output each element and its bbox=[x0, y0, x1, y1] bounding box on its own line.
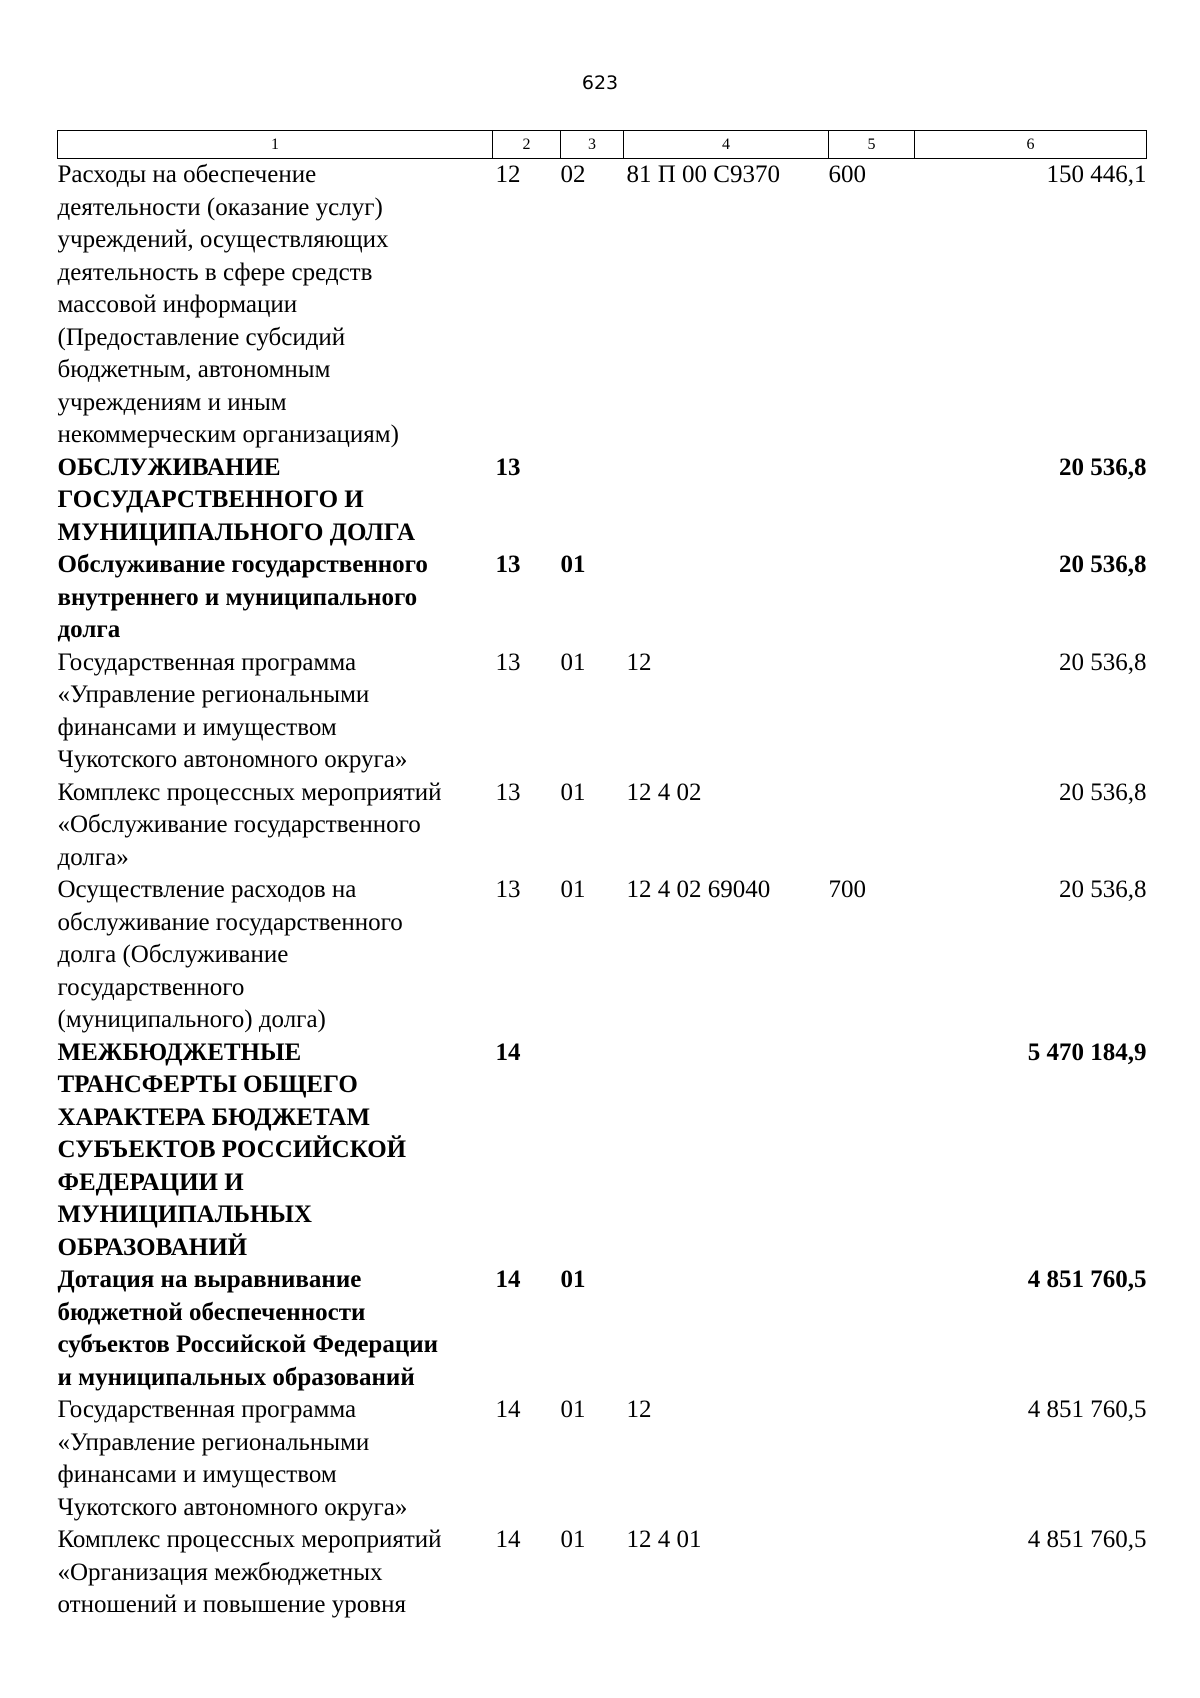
row-name-cell bbox=[58, 1264, 493, 1394]
target-article-cell: 81 П 00 С9370 bbox=[626, 161, 780, 188]
budget-table bbox=[57, 130, 1147, 1622]
amount-cell: 20 536,8 bbox=[1059, 551, 1147, 578]
column-header-5: 5 bbox=[829, 131, 915, 159]
row-name-cell bbox=[58, 1394, 493, 1524]
table-row bbox=[58, 777, 1147, 875]
expense-type-cell bbox=[829, 1264, 915, 1394]
amount-cell: 20 536,8 bbox=[1059, 876, 1147, 903]
subsection-code-cell: 01 bbox=[560, 648, 586, 676]
row-name-line: Расходы на обеспечение bbox=[57, 161, 317, 188]
amount-cell: 4 851 760,5 bbox=[1027, 1266, 1147, 1293]
expense-type-cell: 600 bbox=[828, 161, 866, 188]
expense-type-cell bbox=[829, 1394, 915, 1524]
section-code-cell: 14 bbox=[495, 1266, 521, 1293]
row-name-line: финансами и имуществом bbox=[57, 1461, 337, 1488]
table-row bbox=[58, 1394, 1147, 1524]
table-row bbox=[58, 1264, 1147, 1394]
row-name-line: Чукотского автономного округа» bbox=[57, 746, 408, 773]
row-name-cell bbox=[58, 159, 493, 452]
row-name-line: СУБЪЕКТОВ РОССИЙСКОЙ bbox=[57, 1136, 407, 1163]
amount-cell: 4 851 760,5 bbox=[1027, 1526, 1147, 1553]
row-name-line: ГОСУДАРСТВЕННОГО И bbox=[57, 486, 364, 513]
row-name-line: «Управление региональными bbox=[57, 1428, 370, 1456]
expense-type-cell bbox=[829, 549, 915, 647]
target-article-cell: 12 4 01 bbox=[626, 1526, 702, 1553]
table-row bbox=[58, 159, 1147, 452]
row-name-line: Осуществление расходов на bbox=[57, 876, 357, 903]
expense-type-cell bbox=[829, 647, 915, 777]
subsection-code-cell: 01 bbox=[560, 551, 586, 578]
row-name-line: учреждениям и иным bbox=[57, 388, 287, 416]
table-body bbox=[58, 159, 1147, 1622]
amount-cell: 4 851 760,5 bbox=[1027, 1396, 1147, 1423]
column-header-6: 6 bbox=[915, 131, 1147, 159]
row-name-line: «Обслуживание государственного bbox=[57, 811, 421, 838]
target-article-cell: 12 bbox=[626, 648, 652, 676]
row-name-cell bbox=[58, 874, 493, 1037]
row-name-cell bbox=[58, 549, 493, 647]
row-name-cell bbox=[58, 452, 493, 550]
row-name-line: МУНИЦИПАЛЬНОГО ДОЛГА bbox=[57, 518, 416, 546]
row-name-line: МЕЖБЮДЖЕТНЫЕ bbox=[57, 1038, 302, 1066]
row-name-line: учреждений, осуществляющих bbox=[57, 226, 389, 253]
row-name-line: и муниципальных образований bbox=[57, 1363, 415, 1391]
row-name-line: долга bbox=[57, 616, 121, 643]
row-name-line: «Организация межбюджетных bbox=[57, 1558, 383, 1586]
column-header-1: 1 bbox=[58, 131, 493, 159]
subsection-code-cell: 02 bbox=[560, 161, 586, 188]
row-name-line: ОБСЛУЖИВАНИЕ bbox=[57, 453, 281, 481]
row-name-line: массовой информации bbox=[57, 291, 298, 318]
column-number-row bbox=[58, 131, 1147, 159]
section-code-cell: 14 bbox=[495, 1038, 521, 1066]
table-row bbox=[58, 1524, 1147, 1622]
row-name-line: (Предоставление субсидий bbox=[57, 323, 346, 351]
row-name-line: Комплекс процессных мероприятий bbox=[57, 778, 442, 806]
row-name-line: некоммерческим организациям) bbox=[57, 421, 399, 448]
column-header-2: 2 bbox=[493, 131, 561, 159]
table-row bbox=[58, 874, 1147, 1037]
row-name-line: бюджетной обеспеченности bbox=[57, 1298, 366, 1326]
expense-type-cell bbox=[829, 1037, 915, 1265]
row-name-line: бюджетным, автономным bbox=[57, 356, 331, 383]
expense-type-cell bbox=[829, 452, 915, 550]
section-code-cell: 13 bbox=[495, 648, 521, 676]
target-article-cell bbox=[624, 1264, 829, 1394]
row-name-line: долга» bbox=[57, 843, 129, 871]
target-article-cell bbox=[624, 452, 829, 550]
row-name-line: внутреннего и муниципального bbox=[57, 583, 418, 611]
amount-cell: 5 470 184,9 bbox=[1027, 1038, 1147, 1066]
target-article-cell: 12 4 02 bbox=[626, 778, 702, 806]
row-name-line: «Управление региональными bbox=[57, 681, 370, 708]
expense-type-cell: 700 bbox=[828, 876, 866, 903]
row-name-line: долга (Обслуживание bbox=[57, 941, 289, 968]
row-name-cell bbox=[58, 647, 493, 777]
column-header-3: 3 bbox=[561, 131, 624, 159]
subsection-code-cell bbox=[561, 1037, 624, 1265]
section-code-cell: 13 bbox=[495, 876, 521, 903]
row-name-line: Комплекс процессных мероприятий bbox=[57, 1526, 442, 1553]
row-name-line: отношений и повышение уровня bbox=[57, 1591, 406, 1618]
row-name-line: Дотация на выравнивание bbox=[57, 1266, 362, 1293]
expense-type-cell bbox=[829, 1524, 915, 1622]
row-name-line: обслуживание государственного bbox=[57, 908, 403, 936]
subsection-code-cell: 01 bbox=[560, 1526, 586, 1553]
row-name-line: государственного bbox=[57, 973, 245, 1001]
row-name-line: финансами и имуществом bbox=[57, 713, 337, 741]
row-name-line: ТРАНСФЕРТЫ ОБЩЕГО bbox=[57, 1071, 358, 1098]
table-row bbox=[58, 1037, 1147, 1265]
table-row bbox=[58, 647, 1147, 777]
amount-cell: 150 446,1 bbox=[1046, 161, 1147, 188]
table-row bbox=[58, 549, 1147, 647]
row-name-cell bbox=[58, 777, 493, 875]
section-code-cell: 14 bbox=[495, 1396, 521, 1423]
page-number: 623 bbox=[581, 72, 619, 94]
amount-cell: 20 536,8 bbox=[1059, 648, 1147, 676]
row-name-line: деятельности (оказание услуг) bbox=[57, 193, 383, 221]
row-name-line: Обслуживание государственного bbox=[57, 551, 428, 578]
target-article-cell: 12 bbox=[626, 1396, 652, 1423]
row-name-line: Чукотского автономного округа» bbox=[57, 1493, 408, 1521]
row-name-line: деятельность в сфере средств bbox=[57, 258, 373, 286]
row-name-line: Государственная программа bbox=[57, 648, 357, 676]
subsection-code-cell: 01 bbox=[560, 876, 586, 903]
expense-type-cell bbox=[829, 777, 915, 875]
target-article-cell bbox=[624, 549, 829, 647]
table-row bbox=[58, 452, 1147, 550]
subsection-code-cell: 01 bbox=[560, 778, 586, 806]
subsection-code-cell: 01 bbox=[560, 1266, 586, 1293]
amount-cell: 20 536,8 bbox=[1059, 778, 1147, 806]
row-name-line: ХАРАКТЕРА БЮДЖЕТАМ bbox=[57, 1103, 371, 1131]
row-name-line: субъектов Российской Федерации bbox=[57, 1331, 439, 1358]
column-header-4: 4 bbox=[624, 131, 829, 159]
row-name-cell bbox=[58, 1037, 493, 1265]
row-name-line: Государственная программа bbox=[57, 1396, 357, 1423]
target-article-cell bbox=[624, 1037, 829, 1265]
amount-cell: 20 536,8 bbox=[1059, 453, 1147, 481]
row-name-line: (муниципального) долга) bbox=[57, 1006, 326, 1033]
subsection-code-cell: 01 bbox=[560, 1396, 586, 1423]
subsection-code-cell bbox=[561, 452, 624, 550]
section-code-cell: 14 bbox=[495, 1526, 521, 1553]
section-code-cell: 12 bbox=[495, 161, 521, 188]
section-code-cell: 13 bbox=[495, 453, 521, 481]
section-code-cell: 13 bbox=[495, 551, 521, 578]
row-name-line: ФЕДЕРАЦИИ И bbox=[57, 1168, 244, 1196]
row-name-line: ОБРАЗОВАНИЙ bbox=[57, 1233, 248, 1261]
section-code-cell: 13 bbox=[495, 778, 521, 806]
row-name-line: МУНИЦИПАЛЬНЫХ bbox=[57, 1201, 312, 1228]
row-name-cell bbox=[58, 1524, 493, 1622]
target-article-cell: 12 4 02 69040 bbox=[626, 876, 771, 903]
